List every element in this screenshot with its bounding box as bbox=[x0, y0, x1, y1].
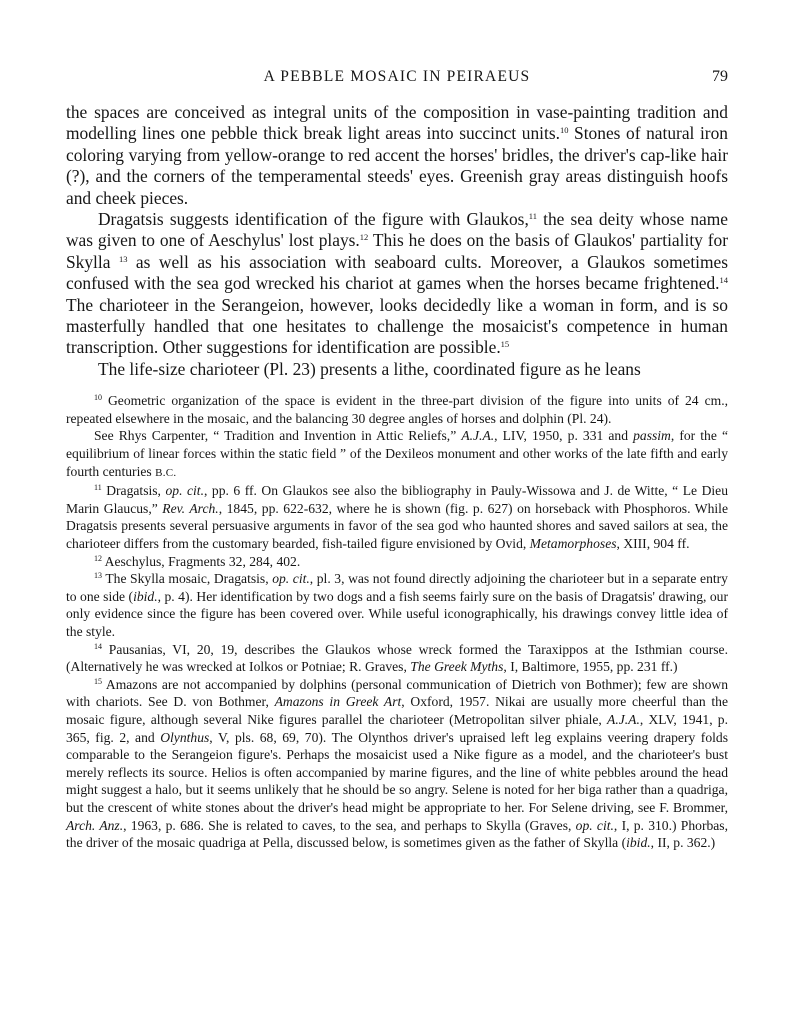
journal-title: A.J.A. bbox=[461, 428, 495, 444]
text-run: Dragatsis, bbox=[101, 483, 166, 499]
text-run: Pausanias, VI, 20, 19, describes the Glaukos whose wreck formed the Taraxippos at the Isthmian course. (Alternatively he was wrecked at Iolkos or Potniae; R. Graves, bbox=[66, 641, 728, 675]
main-text bbox=[66, 102, 728, 380]
footnote-15 bbox=[66, 676, 728, 852]
era-abbrev: B.C. bbox=[155, 466, 177, 479]
text-run: , V, pls. 68, 69, 70). The Olynthos driver's upraised left leg explains veering drapery folds comparable to the Serangeion figure's. Perhaps the mosaicist used a Nike figure as a model, and the charioteer's bust merely reflects its source. Helios is often accompanied by marine figures, and the line of white pebbles around the head might suggest a halo, but it seems unlikely that he should be so angry. Selene is noted for her biga rather than a quadriga, but the crescent of white stones about the driver's head might be appropriate to her. For Selene driving, see F. Brommer, bbox=[66, 729, 728, 815]
page bbox=[66, 64, 728, 852]
italic-term: passim bbox=[633, 428, 671, 444]
footnote-ref-15: 15 bbox=[500, 339, 510, 350]
footnote-ref-11: 11 bbox=[528, 211, 537, 222]
text-run: The charioteer in the Serangeion, however, looks decidedly like a woman in form, and is so masterfully handled that one hesitates to challenge the mosaicist's competence in human transcription. Other suggestions for identification are possible. bbox=[66, 294, 728, 358]
work-title: The Greek Myths bbox=[410, 659, 504, 675]
text-run: , p. 4). Her identification by two dogs and a fish seems fairly sure on the basis of Dragatsis' drawing, our only evidence since the figure has been covered over. While useful iconographically, his drawings convey little idea of the style. bbox=[66, 588, 728, 639]
paragraph-3: The life-size charioteer (Pl. 23) presents a lithe, coordinated figure as he leans bbox=[98, 358, 641, 379]
text-run: , pp. 6 ff. On Glaukos see also the bibliography in Pauly-Wissowa and J. de Witte, “ Le Dieu Marin Glaucus,” bbox=[66, 483, 728, 516]
footnote-ref-10: 10 bbox=[559, 125, 569, 136]
footnote-number: 11 bbox=[94, 483, 102, 493]
running-title: A PEBBLE MOSAIC IN PEIRAEUS bbox=[263, 68, 531, 85]
text-run: The Skylla mosaic, Dragatsis, bbox=[102, 571, 273, 587]
text-run: the sea deity whose name was given to one of Aeschylus' lost plays. bbox=[66, 209, 728, 251]
journal-title: Arch. Anz. bbox=[66, 817, 124, 833]
text-run: , pl. 3, was not found directly adjoining the charioteer but in a separate entry to one side ( bbox=[66, 571, 728, 604]
footnotes bbox=[66, 392, 728, 851]
footnote-13 bbox=[66, 570, 728, 640]
text-run: , II, p. 362.) bbox=[650, 835, 716, 851]
footnote-number: 15 bbox=[94, 676, 102, 686]
text-run: , XLV, 1941, p. 365, fig. 2, and bbox=[66, 711, 728, 745]
text-run: This he does on the basis of Glaukos' partiality for Skylla bbox=[66, 230, 728, 272]
text-run: , 1845, pp. 622-632, where he is shown (fig. p. 627) on horseback with Phosphoros. While Dragatsis presents several persuasive arguments in favor of the sea god who haunted shores and saved sailors at sea, the charioteer differs from the customary bearded, fish-tailed figure envisioned by Ovid, bbox=[66, 500, 728, 552]
footnote-14 bbox=[66, 641, 728, 676]
footnote-10-continued bbox=[66, 427, 728, 482]
text-run: , Oxford, 1957. Nikai are usually more cheerful than the mosaic figure, although several Nike figures parallel the charioteer (Metropolitan silver phiale, bbox=[66, 694, 728, 727]
text-run: Amazons are not accompanied by dolphins (personal communication of Dietrich von Bothmer); few are shown with chariots. See D. von Bothmer, bbox=[66, 676, 728, 710]
italic-term: op. cit. bbox=[165, 483, 204, 499]
footnote-12 bbox=[66, 553, 728, 571]
text-run: , XIII, 904 ff. bbox=[616, 536, 690, 552]
footnote-number: 13 bbox=[94, 571, 102, 581]
footnote-ref-14: 14 bbox=[719, 275, 728, 286]
running-header bbox=[66, 64, 728, 90]
text-run: , for the “ equilibrium of linear forces within the static field ” of the Dexileos monument and other works of the late fifth and early fourth centuries bbox=[66, 428, 728, 479]
work-title: Olynthus bbox=[160, 729, 210, 745]
footnote-ref-12: 12 bbox=[359, 232, 369, 243]
journal-title: A.J.A. bbox=[607, 711, 640, 727]
footnote-10 bbox=[66, 392, 728, 427]
italic-term: op. cit. bbox=[272, 571, 310, 587]
work-title: Amazons in Greek Art bbox=[274, 694, 402, 710]
paragraph-1 bbox=[66, 102, 728, 209]
paragraph-2 bbox=[66, 209, 728, 359]
footnote-ref-13: 13 bbox=[118, 253, 128, 264]
text-run: , I, Baltimore, 1955, pp. 231 ff.) bbox=[503, 659, 678, 675]
text-run: Aeschylus, Fragments 32, 284, 402. bbox=[102, 553, 301, 569]
text-run: , I, p. 310.) Phorbas, the driver of the mosaic quadriga at Pella, discussed below, is sometimes given as the father of Skylla ( bbox=[66, 817, 728, 851]
text-run: Geometric organization of the space is evident in the three-part division of the figure into units of 24 cm., repeated elsewhere in the mosaic, and the balancing 30 degree angles of horses and dolphin (Pl. 24). bbox=[66, 393, 728, 426]
work-title: Metamorphoses bbox=[529, 536, 617, 552]
text-run: as well as his association with seaboard cults. Moreover, a Glaukos sometimes confused with the sea god wrecked his chariot at games when the horses became frightened. bbox=[66, 251, 728, 294]
footnote-number: 14 bbox=[94, 641, 102, 651]
italic-term: ibid. bbox=[626, 835, 651, 851]
text-run: Dragatsis suggests identification of the figure with Glaukos, bbox=[98, 209, 529, 230]
footnote-11 bbox=[66, 482, 728, 552]
text-run: See Rhys Carpenter, “ Tradition and Invention in Attic Reliefs,” bbox=[94, 428, 462, 444]
text-run: Stones of natural iron coloring varying from yellow-orange to red accent the horses' bridles, the driver's cap-like hair (?), and the corners of the temperamental steeds' eyes. Greenish gray areas distinguish hoofs and cheek pieces. bbox=[66, 123, 728, 208]
text-run: , 1963, p. 686. She is related to caves, to the sea, and perhaps to Skylla (Graves, bbox=[123, 817, 576, 833]
italic-term: op. cit. bbox=[575, 817, 614, 833]
journal-title: Rev. Arch. bbox=[162, 500, 219, 516]
footnote-number: 12 bbox=[94, 553, 102, 563]
text-run: , LIV, 1950, p. 331 and bbox=[494, 428, 634, 444]
text-run: the spaces are conceived as integral units of the composition in vase-painting tradition and modelling lines one pebble thick break light areas into succinct units. bbox=[66, 102, 728, 144]
italic-term: ibid. bbox=[133, 588, 158, 604]
footnote-number: 10 bbox=[94, 393, 102, 403]
page-number: 79 bbox=[712, 68, 728, 85]
